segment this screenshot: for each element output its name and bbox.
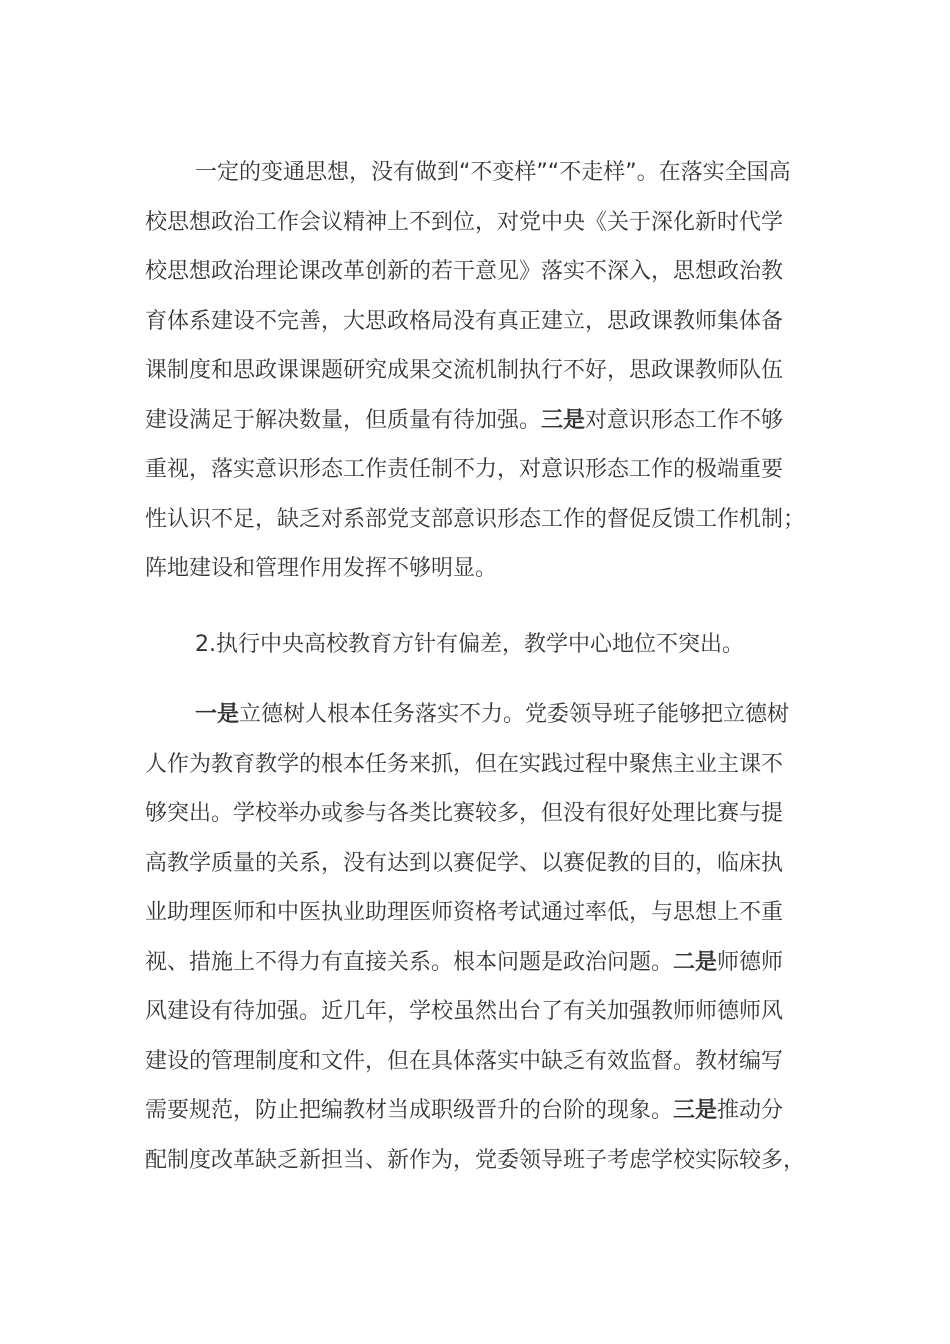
bold-marker: 一是 [195, 702, 240, 727]
text-line: 性认识不足，缺乏对系部党支部意识形态工作的督促反馈工作机制； [145, 506, 806, 532]
text-line: 育体系建设不完善，大思政格局没有真正建立，思政课教师集体备 [145, 308, 784, 334]
text-line: 课制度和思政课课题研究成果交流机制执行不好，思政课教师队伍 [145, 358, 784, 383]
text-line: 业助理医师和中医执业助理医师资格考试通过率低，与思想上不重 [145, 900, 784, 925]
text-line: 需要规范，防止把编教材当成职级晋升的台阶的现象。三是推动分 [145, 1098, 784, 1123]
text-line: 校思想政治工作会议精神上不到位，对党中央《关于深化新时代学 [145, 209, 784, 235]
text-line: 2.执行中央高校教育方针有偏差，教学中心地位不突出。 [195, 632, 744, 657]
text-line: 够突出。学校举办或参与各类比赛较多，但没有很好处理比赛与提 [145, 801, 784, 826]
text-line: 风建设有待加强。近几年，学校虽然出台了有关加强教师师德师风 [145, 999, 784, 1024]
paragraph-1 [145, 155, 807, 601]
text-line: 重视，落实意识形态工作责任制不力，对意识形态工作的极端重要 [145, 457, 784, 482]
text-line: 一定的变通思想，没有做到“不变样”“不走样”。在落实全国高 [195, 160, 791, 185]
bold-marker: 二是 [673, 949, 718, 975]
text-line: 建设的管理制度和文件，但在具体落实中缺乏有效监督。教材编写 [145, 1048, 784, 1074]
bold-marker: 三是 [541, 407, 586, 433]
text-line: 校思想政治理论课改革创新的若干意见》落实不深入，思想政治教 [145, 259, 784, 284]
text-line: 配制度改革缺乏新担当、新作为，党委领导班子考虑学校实际较多， [145, 1147, 806, 1173]
text-line: 建设满足于解决数量，但质量有待加强。三是对意识形态工作不够 [145, 407, 784, 433]
text-line: 视、措施上不得力有直接关系。根本问题是政治问题。二是师德师 [145, 949, 784, 975]
text-line: 人作为教育教学的根本任务来抓，但在实践过程中聚焦主业主课不 [145, 751, 784, 777]
text-line: 阵地建设和管理作用发挥不够明显。 [145, 556, 498, 581]
bold-marker: 三是 [673, 1098, 718, 1123]
text-line: 一是立德树人根本任务落实不力。党委领导班子能够把立德树 [195, 702, 790, 727]
text-line: 高教学质量的关系，没有达到以赛促学、以赛促教的目的，临床执 [145, 850, 784, 876]
paragraph-3 [145, 697, 807, 1192]
paragraph-2-heading [145, 627, 807, 677]
